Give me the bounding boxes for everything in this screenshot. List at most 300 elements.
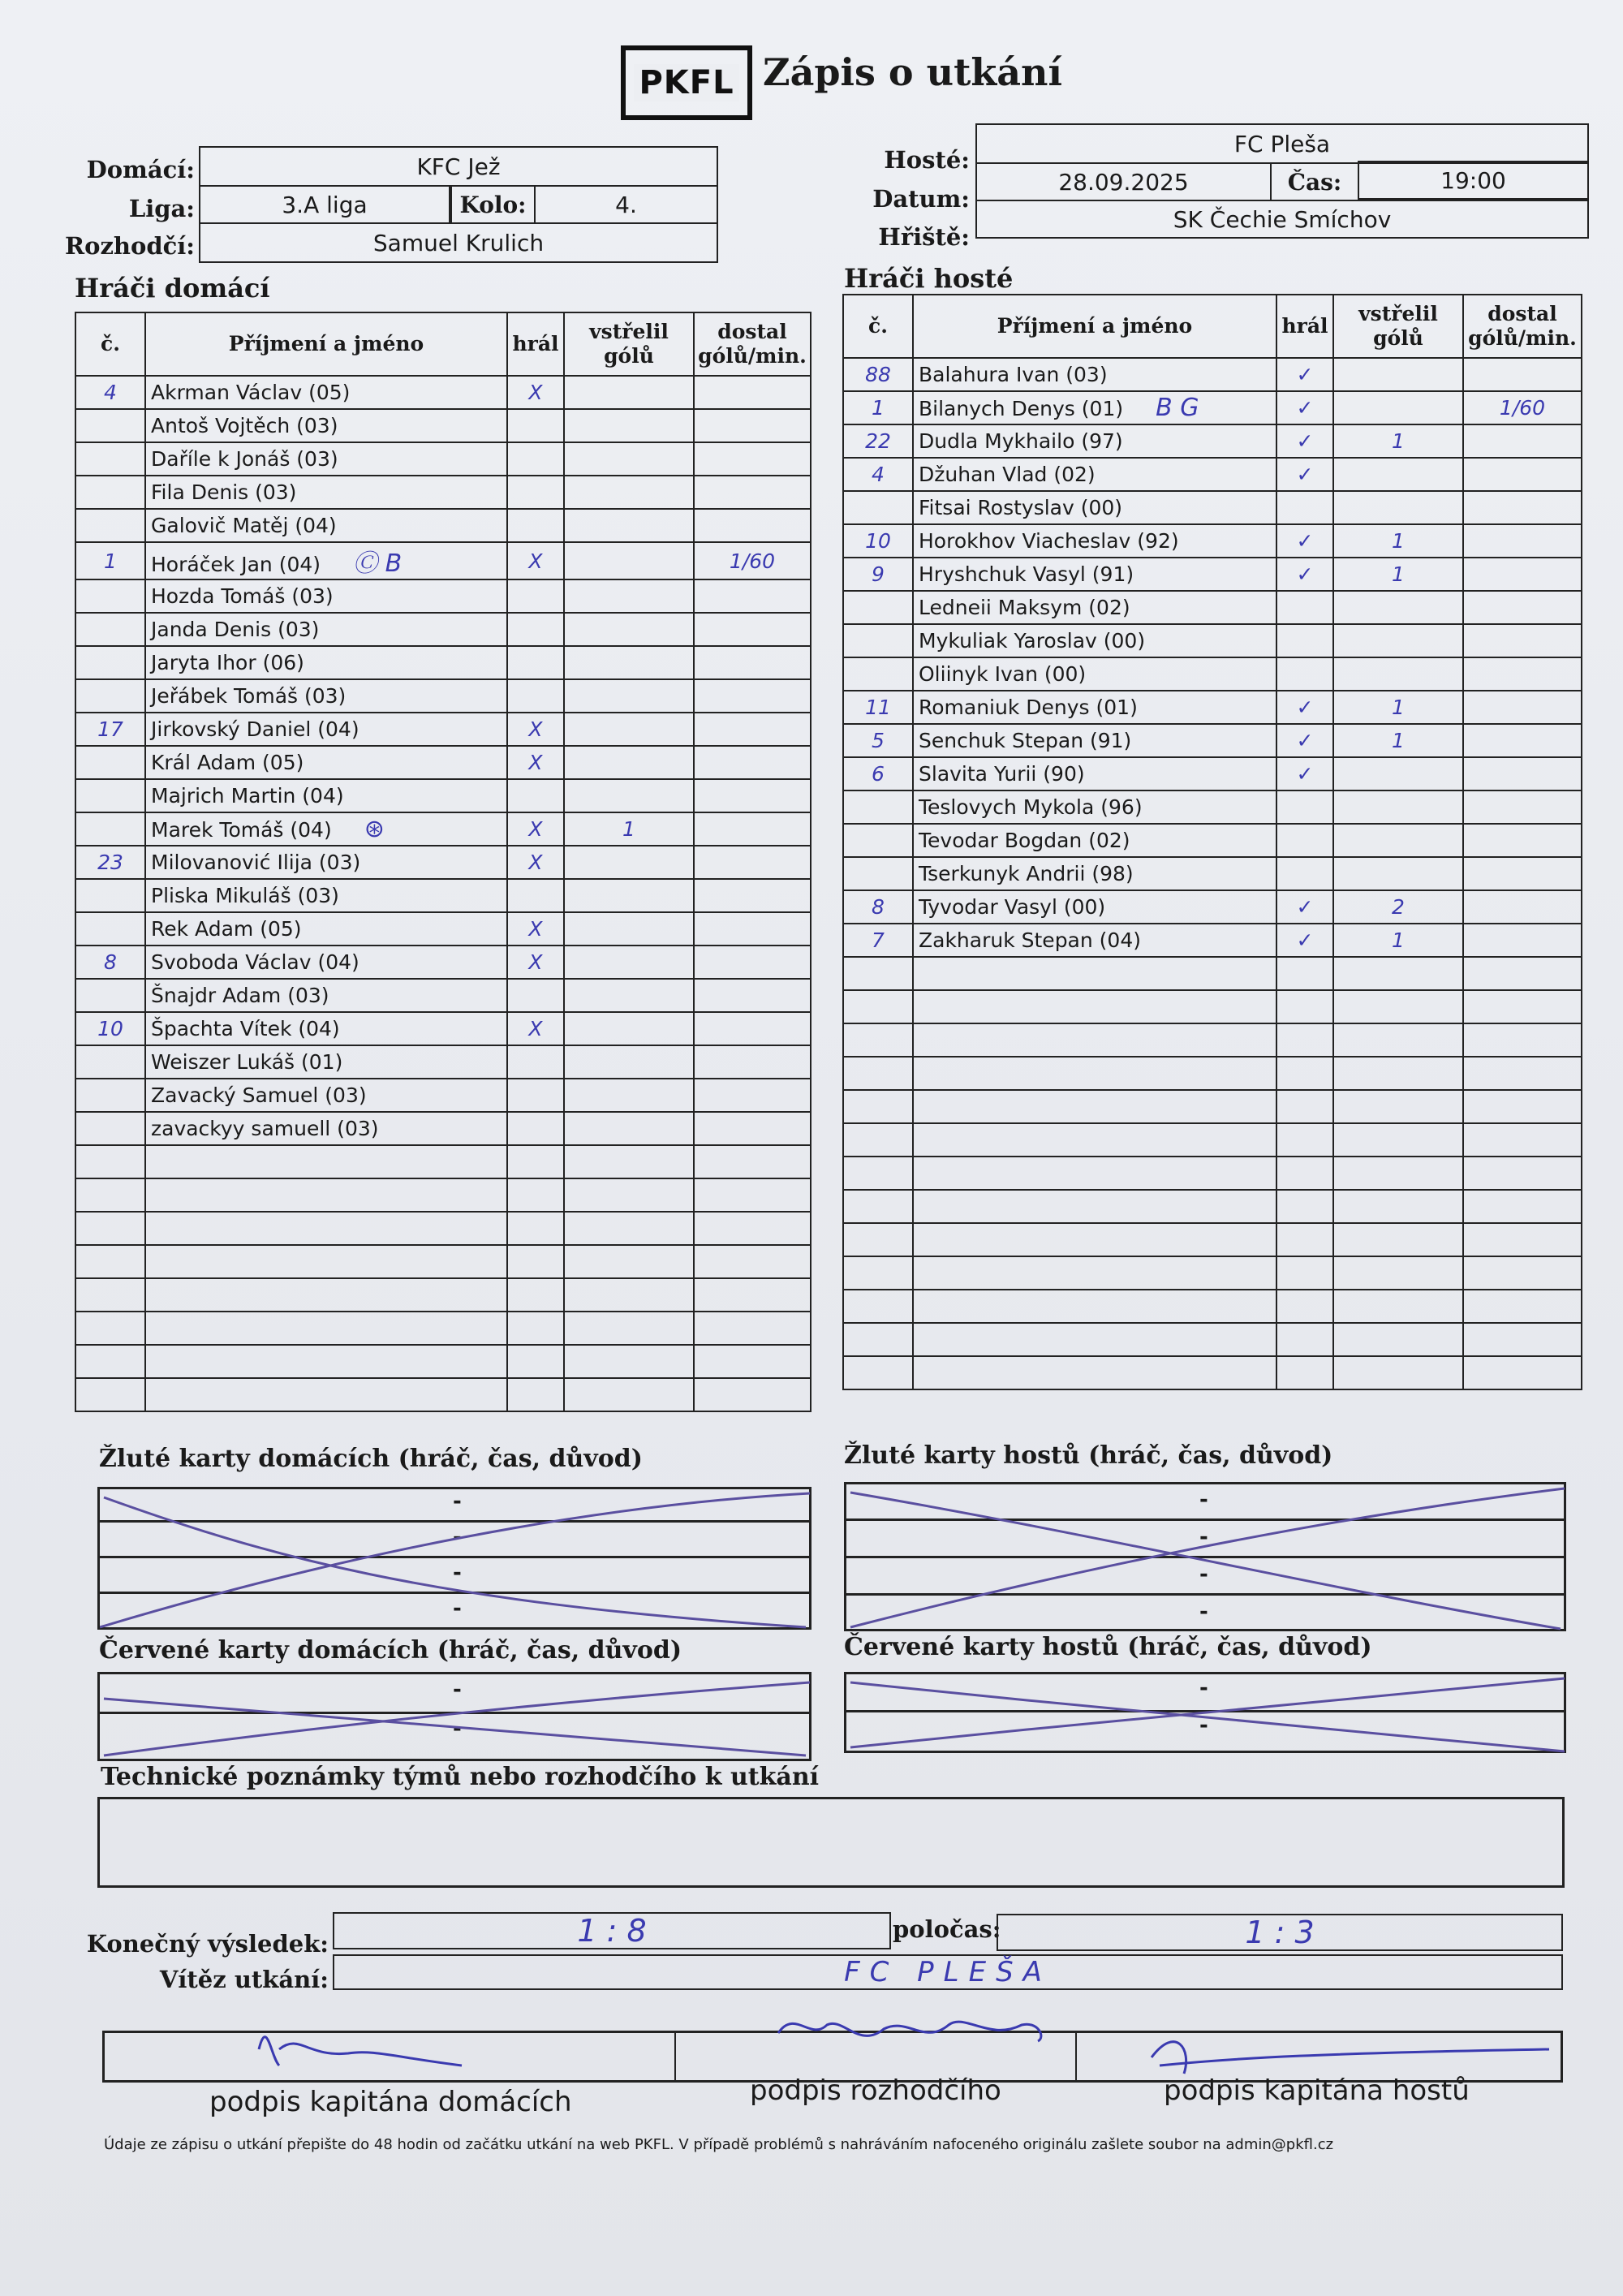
player-name-text: Horokhov Viacheslav (92) xyxy=(919,529,1179,553)
col-conceded: dostal gólů/min. xyxy=(694,312,811,376)
goals-scored xyxy=(1333,757,1463,790)
player-name xyxy=(145,1045,507,1079)
half-time-value: 1 : 3 xyxy=(1245,1915,1315,1950)
played-mark xyxy=(507,613,564,646)
played-mark xyxy=(1276,1223,1333,1256)
player-name xyxy=(145,1178,507,1212)
played-mark xyxy=(507,979,564,1012)
goals-conceded xyxy=(1463,491,1582,524)
player-name xyxy=(145,579,507,613)
goals-conceded xyxy=(694,912,811,946)
player-name-text: Slavita Yurii (90) xyxy=(919,762,1085,786)
played-mark xyxy=(507,409,564,442)
player-name xyxy=(145,879,507,912)
goals-scored: 1 xyxy=(564,812,694,846)
goals-conceded xyxy=(694,713,811,746)
winner-field xyxy=(333,1954,1563,1990)
goals-scored xyxy=(1333,1356,1463,1389)
pitch-label: Hřiště: xyxy=(878,223,970,251)
col-conceded: dostal gólů/min. xyxy=(1463,295,1582,358)
player-number xyxy=(75,1178,145,1212)
player-number: 1 xyxy=(843,391,913,424)
away-player-row xyxy=(843,890,1582,924)
player-number xyxy=(843,1090,913,1123)
half-time-field xyxy=(997,1914,1563,1951)
goals-conceded xyxy=(1463,757,1582,790)
player-name xyxy=(145,442,507,476)
played-mark: ✓ xyxy=(1276,458,1333,491)
player-name xyxy=(145,846,507,879)
goals-scored xyxy=(1333,358,1463,391)
player-number: 11 xyxy=(843,691,913,724)
goals-scored: 1 xyxy=(1333,558,1463,591)
player-number xyxy=(843,790,913,824)
played-mark xyxy=(507,476,564,509)
away-player-row xyxy=(843,491,1582,524)
yellow-cards-home-title: Žluté karty domácích (hráč, čas, důvod) xyxy=(99,1445,643,1473)
played-mark: ✓ xyxy=(1276,424,1333,458)
home-player-row xyxy=(75,1079,811,1112)
goals-conceded: 1/60 xyxy=(1463,391,1582,424)
goals-conceded xyxy=(1463,824,1582,857)
page-title: Zápis o utkání xyxy=(763,50,1062,94)
player-name xyxy=(913,757,1276,790)
player-name-text: Svoboda Václav (04) xyxy=(151,950,359,974)
player-name-text: Bilanych Denys (01) xyxy=(919,397,1124,420)
player-name xyxy=(913,691,1276,724)
played-mark: ✓ xyxy=(1276,890,1333,924)
played-mark xyxy=(507,1278,564,1312)
goals-conceded xyxy=(694,1045,811,1079)
round-label: Kolo: xyxy=(450,185,536,224)
goals-scored: 2 xyxy=(1333,890,1463,924)
home-team-field: KFC Jež xyxy=(199,146,718,187)
goals-scored xyxy=(1333,1223,1463,1256)
player-name-text: Mykuliak Yaroslav (00) xyxy=(919,629,1146,653)
cross-out-mark xyxy=(100,1674,814,1764)
date-field: 28.09.2025 xyxy=(975,162,1272,201)
yellow-cards-away-title: Žluté karty hostů (hráč, čas, důvod) xyxy=(844,1441,1333,1470)
home-table-header xyxy=(75,312,811,376)
player-name xyxy=(913,1157,1276,1190)
player-name-text: Pliska Mikuláš (03) xyxy=(151,884,339,907)
away-player-row xyxy=(843,691,1582,724)
played-mark: X xyxy=(507,376,564,409)
player-name xyxy=(145,1345,507,1378)
played-mark xyxy=(1276,591,1333,624)
player-number xyxy=(75,1278,145,1312)
player-name xyxy=(913,1123,1276,1157)
col-scored: vstřelil gólů xyxy=(564,312,694,376)
goals-conceded xyxy=(694,1378,811,1411)
player-number xyxy=(75,979,145,1012)
cross-out-mark xyxy=(846,1484,1569,1634)
goals-scored xyxy=(564,912,694,946)
away-player-row xyxy=(843,757,1582,790)
player-name xyxy=(913,524,1276,558)
handwritten-note: ⊛ xyxy=(364,815,385,843)
winner-value: FC PLEŠA xyxy=(844,1956,1052,1988)
player-name-text: Zavacký Samuel (03) xyxy=(151,1083,367,1107)
player-name-text: Tyvodar Vasyl (00) xyxy=(919,895,1106,919)
player-name-text: Balahura Ivan (03) xyxy=(919,363,1108,386)
played-mark xyxy=(507,1212,564,1245)
goals-scored xyxy=(564,746,694,779)
col-number: č. xyxy=(75,312,145,376)
goals-conceded xyxy=(694,1079,811,1112)
player-number: 17 xyxy=(75,713,145,746)
goals-conceded xyxy=(1463,591,1582,624)
played-mark: X xyxy=(507,912,564,946)
player-number xyxy=(843,990,913,1023)
goals-conceded xyxy=(694,442,811,476)
played-mark xyxy=(507,1079,564,1112)
player-name-text: Fitsai Rostyslav (00) xyxy=(919,496,1123,519)
goals-conceded xyxy=(1463,691,1582,724)
player-number xyxy=(75,1145,145,1178)
goals-scored: 1 xyxy=(1333,924,1463,957)
player-number xyxy=(843,957,913,990)
played-mark xyxy=(1276,824,1333,857)
goals-scored xyxy=(1333,824,1463,857)
player-name xyxy=(913,624,1276,657)
dash: - xyxy=(1199,1600,1208,1624)
player-name-text: Fila Denis (03) xyxy=(151,480,297,504)
goals-conceded xyxy=(694,1345,811,1378)
goals-scored xyxy=(564,879,694,912)
played-mark: ✓ xyxy=(1276,358,1333,391)
home-player-row xyxy=(75,476,811,509)
home-player-row xyxy=(75,509,811,542)
player-number: 10 xyxy=(843,524,913,558)
goals-conceded xyxy=(1463,458,1582,491)
player-number xyxy=(843,1023,913,1057)
player-name-text: Teslovych Mykola (96) xyxy=(919,795,1143,819)
played-mark xyxy=(1276,990,1333,1023)
away-player-row xyxy=(843,724,1582,757)
player-name-text: Zakharuk Stepan (04) xyxy=(919,928,1141,952)
player-name xyxy=(145,476,507,509)
player-name-text: Romaniuk Denys (01) xyxy=(919,696,1138,719)
away-player-row xyxy=(843,458,1582,491)
home-player-row xyxy=(75,779,811,812)
pkfl-logo xyxy=(621,45,752,120)
goals-conceded xyxy=(694,979,811,1012)
player-name-text: Dudla Mykhailo (97) xyxy=(919,429,1123,453)
home-player-row xyxy=(75,1045,811,1079)
player-name-text: Hryshchuk Vasyl (91) xyxy=(919,562,1134,586)
handwritten-note: B G xyxy=(1156,394,1199,422)
player-number xyxy=(843,1157,913,1190)
player-name xyxy=(913,1356,1276,1389)
player-name xyxy=(913,1057,1276,1090)
goals-scored xyxy=(564,1079,694,1112)
col-number: č. xyxy=(843,295,913,358)
played-mark xyxy=(1276,657,1333,691)
goals-conceded xyxy=(694,579,811,613)
goals-scored xyxy=(1333,1023,1463,1057)
time-label: Čas: xyxy=(1270,162,1359,201)
played-mark xyxy=(507,1112,564,1145)
player-name xyxy=(145,779,507,812)
player-name xyxy=(913,358,1276,391)
goals-scored xyxy=(564,846,694,879)
home-player-row xyxy=(75,1278,811,1312)
home-label: Domácí: xyxy=(86,156,195,183)
player-name-text: Jaryta Ihor (06) xyxy=(151,651,304,674)
player-number: 5 xyxy=(843,724,913,757)
yellow-cards-home-box xyxy=(97,1487,812,1630)
player-number xyxy=(843,1323,913,1356)
goals-scored xyxy=(1333,657,1463,691)
goals-conceded xyxy=(694,1212,811,1245)
goals-conceded xyxy=(694,846,811,879)
footer-note: Údaje ze zápisu o utkání přepište do 48 hodin od začátku utkání na web PKFL. V případě problémů s nahráváním nafoceného originálu zašlete soubor na admin@pkfl.cz xyxy=(104,2136,1334,2153)
played-mark xyxy=(507,1245,564,1278)
goals-scored: 1 xyxy=(1333,724,1463,757)
goals-scored xyxy=(564,779,694,812)
home-player-row xyxy=(75,713,811,746)
player-name-text: Daříle k Jonáš (03) xyxy=(151,447,338,471)
home-player-row xyxy=(75,1012,811,1045)
player-number xyxy=(75,1378,145,1411)
player-number xyxy=(75,746,145,779)
away-player-row xyxy=(843,1057,1582,1090)
played-mark xyxy=(1276,1290,1333,1323)
goals-scored xyxy=(564,713,694,746)
goals-scored xyxy=(1333,624,1463,657)
goals-conceded xyxy=(1463,1057,1582,1090)
dash: - xyxy=(453,1489,462,1514)
goals-conceded xyxy=(694,646,811,679)
goals-conceded xyxy=(694,1178,811,1212)
player-name xyxy=(145,1312,507,1345)
goals-conceded xyxy=(1463,890,1582,924)
player-number xyxy=(75,442,145,476)
player-number: 22 xyxy=(843,424,913,458)
player-number xyxy=(75,912,145,946)
player-number: 7 xyxy=(843,924,913,957)
goals-scored xyxy=(564,442,694,476)
goals-scored xyxy=(564,542,694,579)
goals-conceded: 1/60 xyxy=(694,542,811,579)
player-name xyxy=(145,912,507,946)
home-player-row xyxy=(75,946,811,979)
player-name-text: Senchuk Stepan (91) xyxy=(919,729,1132,752)
played-mark xyxy=(1276,1190,1333,1223)
player-name xyxy=(145,1112,507,1145)
player-name xyxy=(913,1323,1276,1356)
dash: - xyxy=(453,1561,462,1585)
final-result-label: Konečný výsledek: xyxy=(86,1930,329,1958)
played-mark xyxy=(1276,491,1333,524)
player-number xyxy=(75,579,145,613)
played-mark: X xyxy=(507,846,564,879)
player-name-text: Antoš Vojtěch (03) xyxy=(151,414,338,437)
goals-scored xyxy=(564,1145,694,1178)
goals-conceded xyxy=(1463,558,1582,591)
player-name xyxy=(145,409,507,442)
away-player-row xyxy=(843,1323,1582,1356)
goals-conceded xyxy=(694,946,811,979)
home-player-row xyxy=(75,1212,811,1245)
player-number xyxy=(843,824,913,857)
played-mark xyxy=(507,509,564,542)
dash: - xyxy=(453,1596,462,1621)
away-player-row xyxy=(843,1023,1582,1057)
played-mark xyxy=(1276,790,1333,824)
red-cards-away-title: Červené karty hostů (hráč, čas, důvod) xyxy=(844,1633,1372,1661)
player-number xyxy=(75,476,145,509)
cross-out-mark xyxy=(100,1489,814,1632)
referee-field: Samuel Krulich xyxy=(199,222,718,263)
goals-scored xyxy=(1333,391,1463,424)
player-name xyxy=(913,824,1276,857)
played-mark: ✓ xyxy=(1276,724,1333,757)
away-player-row xyxy=(843,591,1582,624)
player-name xyxy=(145,1145,507,1178)
goals-conceded xyxy=(694,1145,811,1178)
goals-scored xyxy=(1333,957,1463,990)
home-player-row xyxy=(75,679,811,713)
played-mark xyxy=(507,879,564,912)
played-mark xyxy=(1276,1157,1333,1190)
goals-conceded xyxy=(694,1012,811,1045)
played-mark xyxy=(507,646,564,679)
goals-conceded xyxy=(1463,1290,1582,1323)
player-number xyxy=(843,624,913,657)
goals-scored xyxy=(564,646,694,679)
played-mark: X xyxy=(507,1012,564,1045)
player-name-text: Džuhan Vlad (02) xyxy=(919,463,1096,486)
final-result-field xyxy=(333,1912,891,1949)
away-player-row xyxy=(843,990,1582,1023)
goals-scored xyxy=(564,613,694,646)
player-number: 23 xyxy=(75,846,145,879)
played-mark: ✓ xyxy=(1276,691,1333,724)
player-name-text: Akrman Václav (05) xyxy=(151,381,351,404)
player-name xyxy=(913,857,1276,890)
player-number: 88 xyxy=(843,358,913,391)
technical-notes-title: Technické poznámky týmů nebo rozhodčího k utkání xyxy=(101,1763,820,1791)
goals-scored xyxy=(1333,1090,1463,1123)
goals-conceded xyxy=(694,613,811,646)
played-mark: X xyxy=(507,542,564,579)
player-name-text: Tserkunyk Andrii (98) xyxy=(919,862,1134,885)
technical-notes-box xyxy=(97,1797,1565,1888)
home-player-row xyxy=(75,1178,811,1212)
goals-conceded xyxy=(694,509,811,542)
player-number xyxy=(843,1356,913,1389)
played-mark xyxy=(1276,1057,1333,1090)
player-name xyxy=(145,376,507,409)
dash: - xyxy=(1199,1525,1208,1549)
player-name xyxy=(913,957,1276,990)
goals-scored xyxy=(564,1045,694,1079)
goals-scored xyxy=(1333,1190,1463,1223)
away-players-table xyxy=(842,294,1582,1390)
goals-scored xyxy=(564,1378,694,1411)
goals-conceded xyxy=(694,746,811,779)
goals-conceded xyxy=(694,409,811,442)
player-name xyxy=(913,558,1276,591)
player-number xyxy=(75,812,145,846)
player-name-text: Horáček Jan (04) xyxy=(151,553,321,576)
goals-scored xyxy=(1333,790,1463,824)
goals-scored: 1 xyxy=(1333,691,1463,724)
dash: - xyxy=(453,1525,462,1549)
goals-scored xyxy=(564,1112,694,1145)
home-player-row xyxy=(75,579,811,613)
player-name xyxy=(913,1090,1276,1123)
col-name: Příjmení a jméno xyxy=(913,295,1276,358)
goals-conceded xyxy=(1463,624,1582,657)
home-players-table xyxy=(75,312,812,1412)
dash: - xyxy=(1199,1713,1208,1738)
played-mark xyxy=(507,779,564,812)
referee-signature-label: podpis rozhodčího xyxy=(750,2074,1001,2107)
player-number xyxy=(75,1212,145,1245)
goals-conceded xyxy=(1463,790,1582,824)
home-player-row xyxy=(75,746,811,779)
player-number xyxy=(843,1223,913,1256)
cross-out-mark xyxy=(846,1674,1569,1755)
goals-scored: 1 xyxy=(1333,524,1463,558)
player-number xyxy=(843,1057,913,1090)
home-player-row xyxy=(75,1378,811,1411)
player-number xyxy=(843,857,913,890)
player-name xyxy=(913,1190,1276,1223)
player-number: 10 xyxy=(75,1012,145,1045)
player-name-text: zavackyy samuell (03) xyxy=(151,1117,379,1140)
player-name xyxy=(913,657,1276,691)
away-player-row xyxy=(843,1123,1582,1157)
played-mark xyxy=(1276,1256,1333,1290)
home-player-row xyxy=(75,646,811,679)
player-name xyxy=(145,542,507,579)
goals-scored xyxy=(564,579,694,613)
col-scored: vstřelil gólů xyxy=(1333,295,1463,358)
home-player-row xyxy=(75,1312,811,1345)
player-name-text: Špachta Vítek (04) xyxy=(151,1017,340,1040)
player-name xyxy=(145,946,507,979)
date-label: Datum: xyxy=(872,185,970,213)
player-number xyxy=(843,657,913,691)
player-name-text: Jeřábek Tomáš (03) xyxy=(151,684,347,708)
goals-scored xyxy=(564,1312,694,1345)
player-name xyxy=(913,790,1276,824)
player-name xyxy=(145,1378,507,1411)
played-mark: X xyxy=(507,713,564,746)
player-name-text: Janda Denis (03) xyxy=(151,618,320,641)
goals-conceded xyxy=(1463,358,1582,391)
player-name xyxy=(913,591,1276,624)
home-player-row xyxy=(75,1245,811,1278)
away-player-row xyxy=(843,1356,1582,1389)
away-player-row xyxy=(843,1190,1582,1223)
player-name xyxy=(145,1278,507,1312)
played-mark: ✓ xyxy=(1276,558,1333,591)
home-players-title: Hráči domácí xyxy=(75,273,270,304)
away-player-row xyxy=(843,358,1582,391)
goals-conceded xyxy=(1463,924,1582,957)
played-mark xyxy=(507,1178,564,1212)
player-number: 4 xyxy=(843,458,913,491)
player-number xyxy=(843,1256,913,1290)
played-mark xyxy=(507,679,564,713)
home-captain-signature-label: podpis kapitána domácích xyxy=(209,2086,572,2118)
player-number: 9 xyxy=(843,558,913,591)
